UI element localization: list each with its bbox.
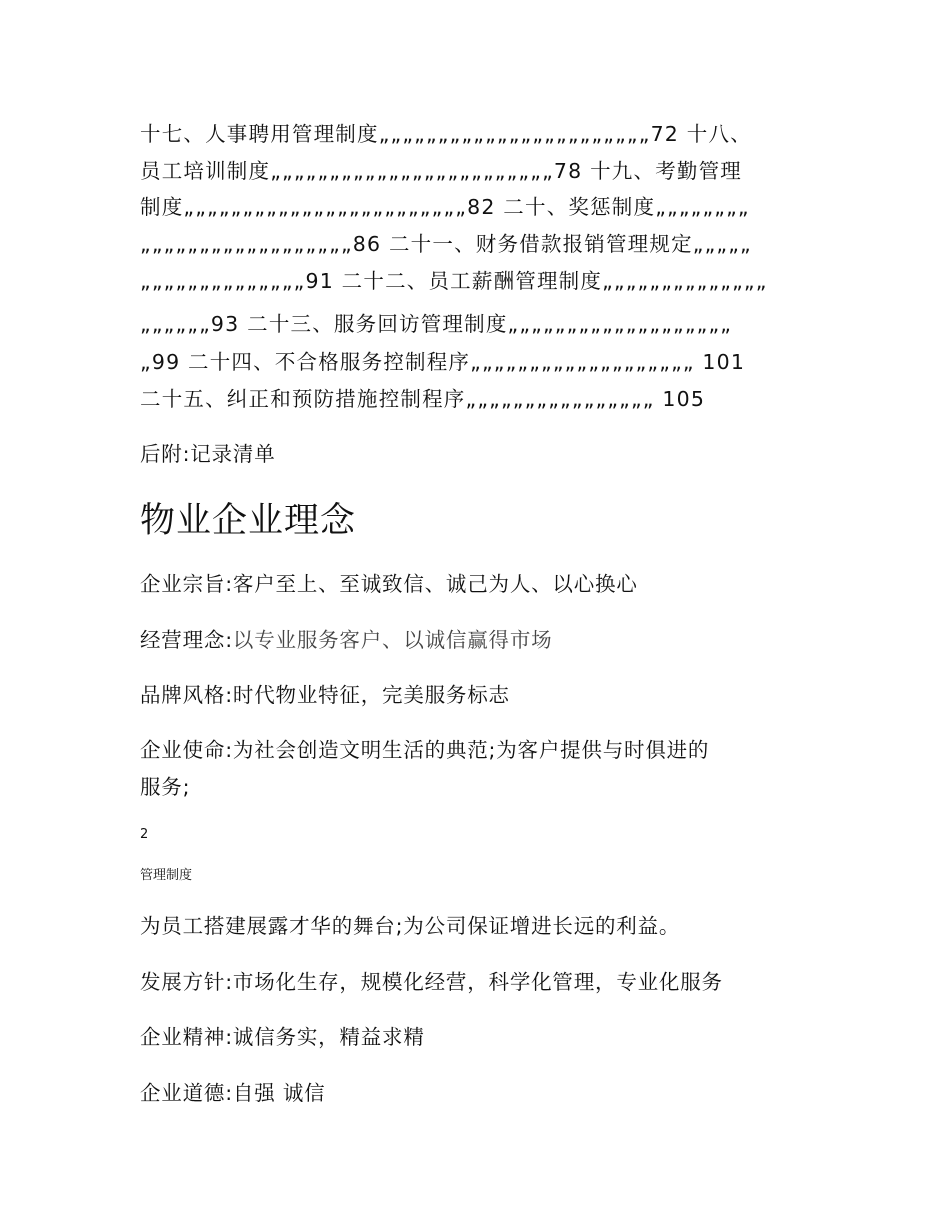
item-text: 客户至上、至诚致信、诚己为人、以心换心 xyxy=(232,572,638,596)
philosophy-item-mission-wrap: 服务; xyxy=(140,775,191,799)
philosophy-item-purpose xyxy=(140,574,638,595)
item-text: 为社会创造文明生活的典范;为客户提供与时俱进的 xyxy=(232,738,710,762)
toc-line: 十七、人事聘用管理制度„„„„„„„„„„„„„„„„„„„„„„„72 十八、 xyxy=(140,122,752,146)
item-label: 企业使命: xyxy=(140,738,233,762)
item-text: 诚信务实，精益求精 xyxy=(232,1025,425,1049)
item-text: 时代物业特征，完美服务标志 xyxy=(232,683,510,707)
toc-line: 员工培训制度„„„„„„„„„„„„„„„„„„„„„„„„78 十九、考勤管理 xyxy=(140,159,742,183)
item-label: 经营理念: xyxy=(140,628,233,652)
toc-line: 二十五、纠正和预防措施控制程序„„„„„„„„„„„„„„„„ 105 xyxy=(140,387,706,411)
philosophy-item-ethics xyxy=(140,1083,325,1104)
item-label: 发展方针: xyxy=(140,970,233,994)
item-text: 以专业服务客户、以诚信赢得市场 xyxy=(232,628,553,652)
running-header: 管理制度 xyxy=(140,868,193,883)
item-text: 市场化生存，规模化经营，科学化管理，专业化服务 xyxy=(232,970,723,994)
item-label: 企业宗旨: xyxy=(140,572,233,596)
item-text: 自强 诚信 xyxy=(232,1081,326,1105)
toc-appendix: 后附:记录清单 xyxy=(140,442,276,466)
page-number: 2 xyxy=(140,827,149,842)
philosophy-item-mission xyxy=(140,740,709,761)
item-label: 企业道德: xyxy=(140,1081,233,1105)
toc-line: 制度„„„„„„„„„„„„„„„„„„„„„„„„82 二十、奖惩制度„„„„„„„„ xyxy=(140,195,750,219)
toc-line: „„„„„„„„„„„„„„91 二十二、员工薪酬管理制度„„„„„„„„„„„„„„ xyxy=(140,269,768,293)
toc-line: „99 二十四、不合格服务控制程序„„„„„„„„„„„„„„„„„„„ 101 xyxy=(140,350,746,374)
mission-continued: 为员工搭建展露才华的舞台;为公司保证增进长远的利益。 xyxy=(140,914,681,938)
philosophy-item-management xyxy=(140,630,552,651)
toc-line: „„„„„„93 二十三、服务回访管理制度„„„„„„„„„„„„„„„„„„„ xyxy=(140,312,733,336)
philosophy-item-brand xyxy=(140,685,510,706)
toc-line: „„„„„„„„„„„„„„„„„„86 二十一、财务借款报销管理规定„„„„„ xyxy=(140,232,752,256)
philosophy-item-spirit xyxy=(140,1027,425,1048)
item-label: 品牌风格: xyxy=(140,683,233,707)
philosophy-item-policy xyxy=(140,972,723,993)
item-label: 企业精神: xyxy=(140,1025,233,1049)
section-title: 物业企业理念 xyxy=(140,501,357,541)
